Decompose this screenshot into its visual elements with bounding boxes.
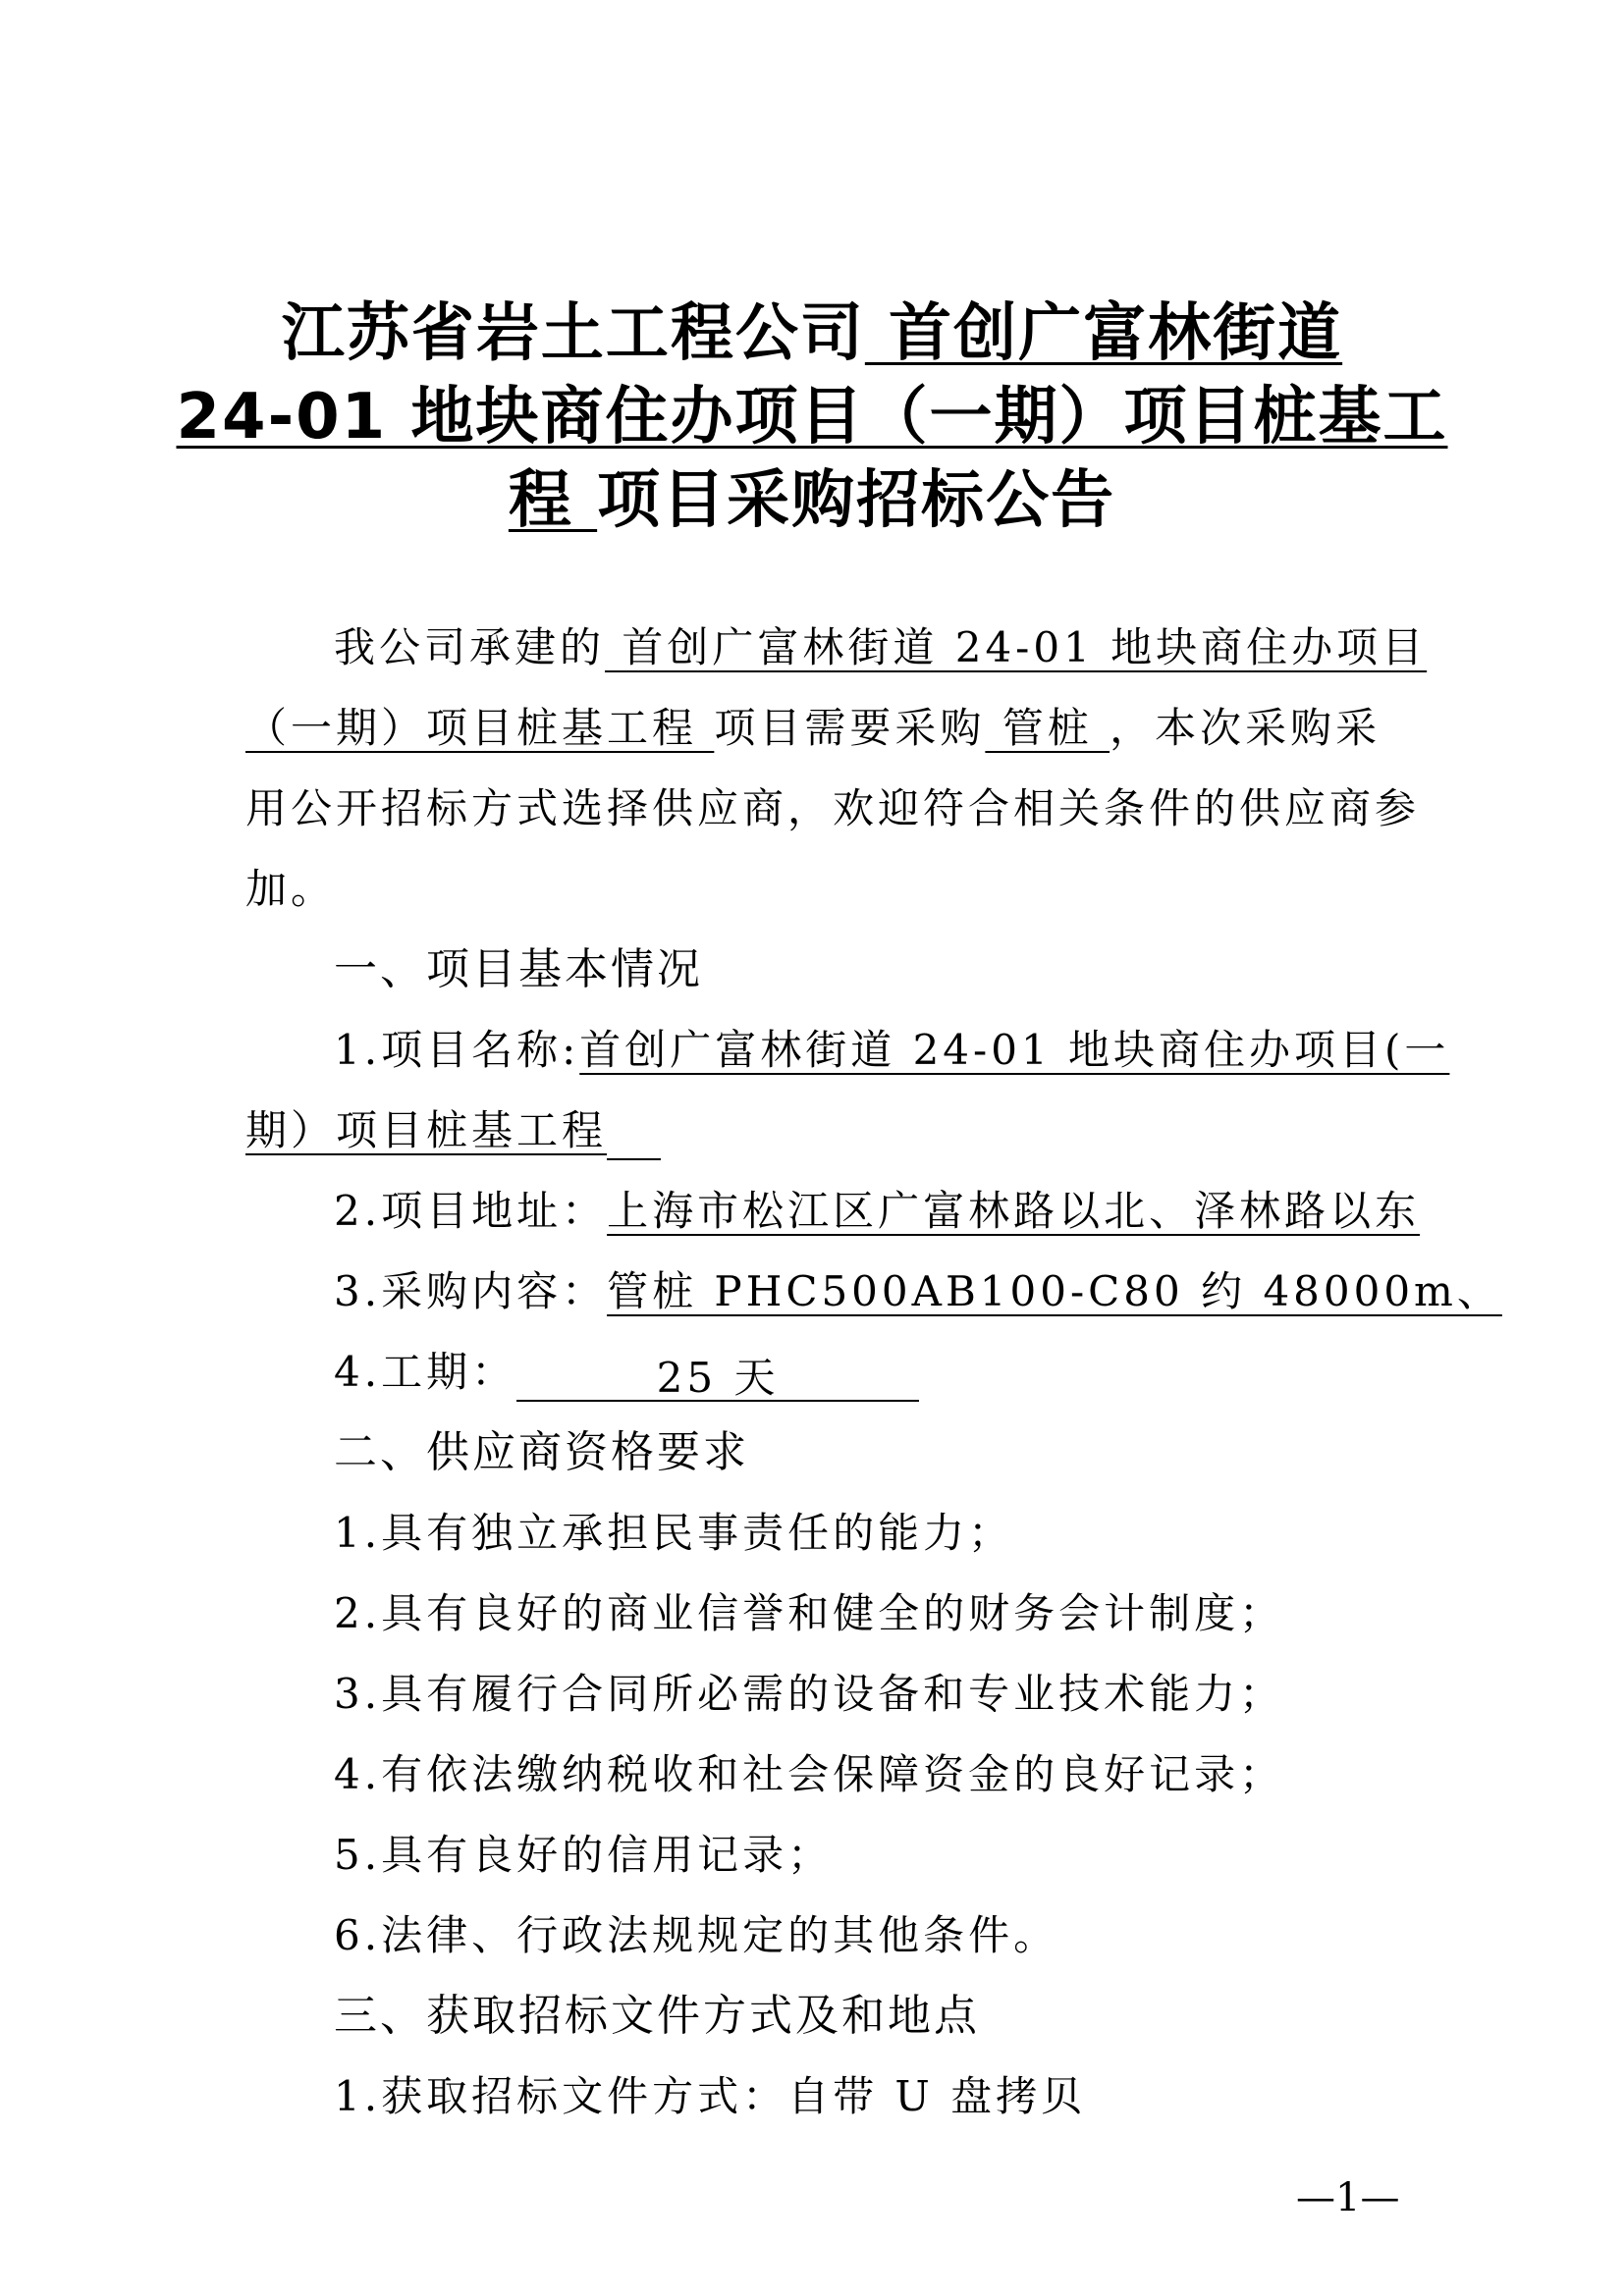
title-project-part-1: 首创广富林街道 (864, 297, 1343, 370)
intro-text: ，本次采购采 (1110, 704, 1381, 752)
intro-line-1 (334, 618, 1427, 677)
project-name-line-2 (245, 1101, 661, 1160)
section-heading-1: 一、项目基本情况 (334, 944, 703, 994)
title-company: 江苏省岩土工程公司 (281, 297, 865, 370)
title-suffix: 项目采购招标公告 (597, 464, 1116, 537)
duration-line (334, 1343, 919, 1402)
intro-text: 项目需要采购 (714, 704, 986, 752)
requirement-item: 5.具有良好的信用记录； (334, 1831, 834, 1879)
field-label: 4.工期： (334, 1348, 517, 1396)
intro-project-name: 首创广富林街道 24-01 地块商住办项目 (605, 623, 1428, 671)
title-line-1 (147, 294, 1477, 373)
title-line-2 (147, 378, 1477, 456)
duration-value: 25 天 (516, 1349, 919, 1402)
intro-text: 我公司承建的 (334, 623, 606, 671)
title-project-part-2: 24-01 地块商住办项目（一期）项目桩基工 (176, 381, 1448, 454)
underline-blank (607, 1113, 661, 1160)
requirement-item: 3.具有履行合同所必需的设备和专业技术能力； (334, 1670, 1285, 1718)
field-label: 1.项目名称: (334, 1026, 580, 1074)
project-address-line (334, 1182, 1420, 1241)
page-number: —1— (1296, 2175, 1400, 2220)
project-name-value-cont: 期）项目桩基工程 (245, 1106, 608, 1154)
requirement-item: 6.法律、行政法规规定的其他条件。 (334, 1911, 1059, 1959)
requirement-item: 2.具有良好的商业信誉和健全的财务会计制度； (334, 1589, 1285, 1637)
section-heading-2: 二、供应商资格要求 (334, 1427, 749, 1477)
procurement-content-value: 管桩 PHC500AB100-C80 约 48000m、 (607, 1267, 1502, 1315)
field-label: 3.采购内容： (334, 1267, 608, 1315)
intro-product: 管桩 (985, 704, 1110, 752)
title-project-part-3: 程 (508, 464, 598, 537)
requirement-item: 4.有依法缴纳税收和社会保障资金的良好记录； (334, 1750, 1285, 1798)
project-name-line-1 (334, 1021, 1449, 1080)
intro-project-name-cont: （一期）项目桩基工程 (245, 704, 715, 752)
intro-line-2 (245, 699, 1380, 758)
section-heading-3: 三、获取招标文件方式及和地点 (334, 1991, 980, 2041)
requirement-item: 1.具有独立承担民事责任的能力； (334, 1509, 1014, 1557)
title-line-3 (147, 461, 1477, 540)
procurement-content-line (334, 1262, 1502, 1321)
project-name-value: 首创广富林街道 24-01 地块商住办项目(一 (579, 1026, 1450, 1074)
project-address-value: 上海市松江区广富林路以北、泽林路以东 (607, 1187, 1421, 1235)
bid-doc-method: 1.获取招标文件方式：自带 U 盘拷贝 (334, 2072, 1087, 2120)
intro-line-4: 加。 (245, 865, 337, 913)
field-label: 2.项目地址： (334, 1187, 608, 1235)
intro-line-3: 用公开招标方式选择供应商，欢迎符合相关条件的供应商参 (245, 784, 1421, 832)
